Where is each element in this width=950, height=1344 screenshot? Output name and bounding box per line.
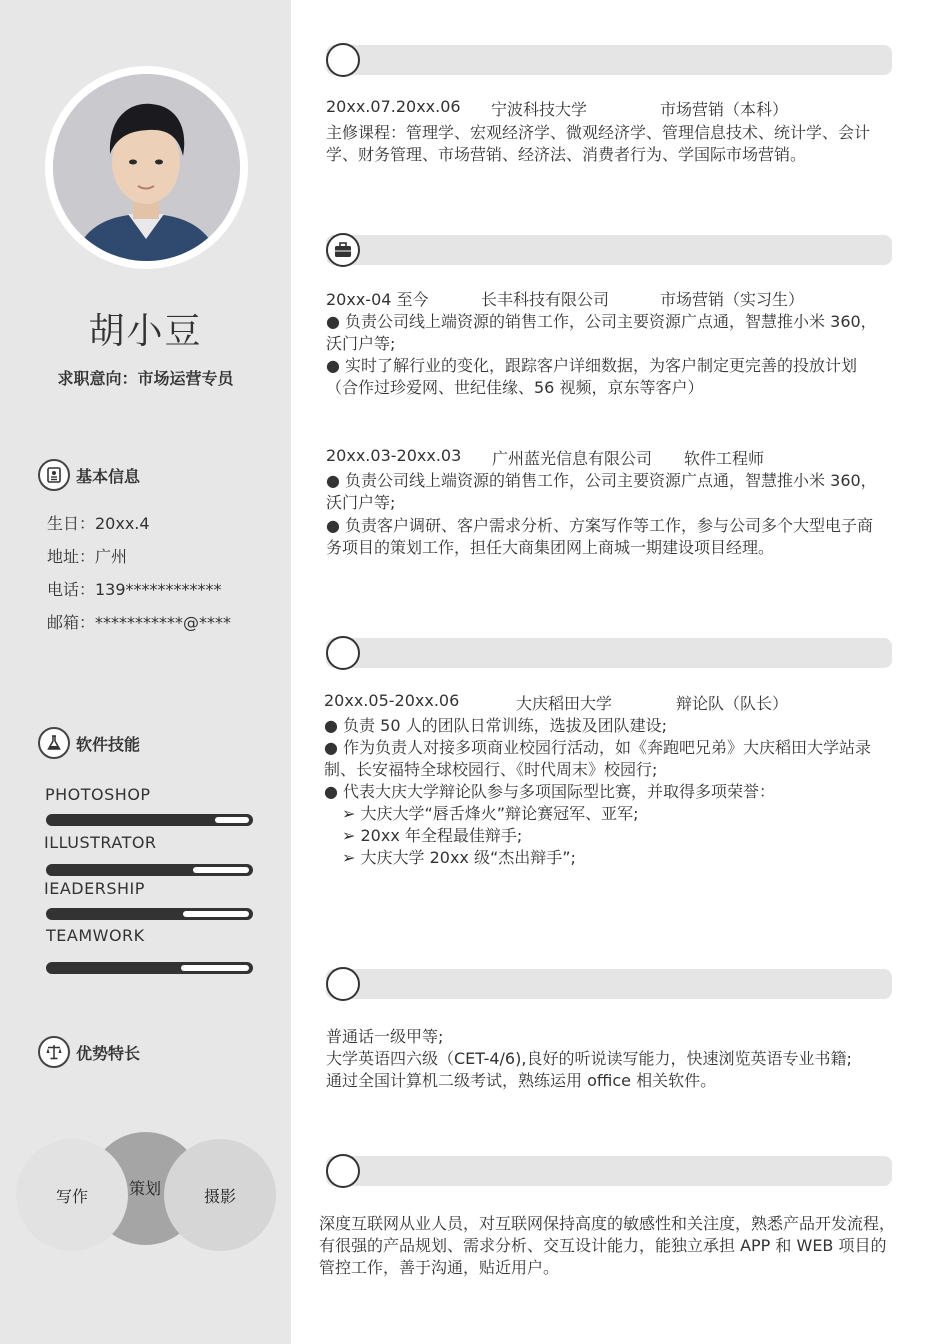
campus-line: ➢ 20xx 年全程最佳辩手; [342, 826, 523, 845]
campus-line: ● 代表大庆大学辩论队参与多项国际型比赛，并取得多项荣誉： [324, 782, 776, 801]
section-marker [326, 1154, 360, 1188]
self-eval-line: 有很强的产品规划、需求分析、交互设计能力，能独立承担 APP 和 WEB 项目的 [319, 1236, 887, 1255]
job-role: 软件工程师 [684, 449, 765, 468]
info-birthday: 生日：20xx.4 [47, 514, 150, 533]
campus-line: ➢ 大庆大学 20xx 级“杰出辩手”; [342, 848, 576, 867]
strength-circle [164, 1139, 276, 1251]
info-phone: 电话：139************ [47, 580, 222, 599]
job-date: 20xx.03-20xx.03 [326, 446, 462, 465]
self-eval-bar [326, 1156, 892, 1186]
info-email: 邮箱：***********@**** [47, 613, 232, 632]
strengths-title: 优势特长 [76, 1043, 141, 1063]
skill-bar [46, 962, 253, 974]
sidebar [0, 0, 291, 1344]
skill-name: PHOTOSHOP [45, 785, 151, 804]
job-line: ● 负责客户调研、客户需求分析、方案写作等工作，参与公司多个大型电子商 [326, 516, 874, 535]
self-eval-line: 管控工作，善于沟通，贴近用户。 [319, 1258, 560, 1277]
scale-icon [38, 1036, 70, 1068]
basic-info-header [38, 459, 140, 491]
certificate-line: 大学英语四六级（CET-4/6),良好的听说读写能力，快速浏览英语专业书籍; [326, 1049, 852, 1068]
job-line: ● 负责公司线上端资源的销售工作，公司主要资源广点通，智慧推小米 360， [326, 471, 877, 490]
education-line: 主修课程：管理学、宏观经济学、微观经济学、管理信息技术、统计学、会计 [326, 123, 871, 142]
job-company: 广州蓝光信息有限公司 [492, 449, 653, 468]
skill-bar [46, 864, 253, 876]
skill-name: IEADERSHIP [44, 879, 145, 898]
education-school: 宁波科技大学 [491, 100, 588, 119]
section-marker [326, 636, 360, 670]
strength-label: 策划 [128, 1178, 161, 1198]
section-marker [326, 43, 360, 77]
strength-label: 摄影 [203, 1186, 236, 1206]
self-eval-line: 深度互联网从业人员，对互联网保持高度的敏感性和关注度，熟悉产品开发流程， [319, 1214, 896, 1233]
campus-role: 辩论队（队长） [676, 694, 789, 713]
certificates-bar [326, 969, 892, 999]
section-marker [326, 967, 360, 1001]
skill-name: TEAMWORK [46, 926, 145, 945]
strength-label: 写作 [55, 1186, 88, 1206]
work-bar [326, 235, 892, 265]
campus-school: 大庆稻田大学 [516, 694, 613, 713]
id-card-icon [38, 459, 70, 491]
campus-line: ● 负责 50 人的团队日常训练，选拔及团队建设; [324, 716, 667, 735]
job-line: 务项目的策划工作，担任大商集团网上商城一期建设项目经理。 [326, 538, 775, 557]
job-company: 长丰科技有限公司 [481, 290, 610, 309]
education-major: 市场营销（本科） [660, 100, 789, 119]
skills-header [38, 727, 140, 759]
briefcase-icon [333, 241, 353, 259]
campus-date: 20xx.05-20xx.06 [324, 691, 460, 710]
flask-icon [38, 727, 70, 759]
basic-info-title: 基本信息 [76, 466, 141, 486]
job-line: 沃门户等; [326, 493, 396, 512]
campus-line: 制、长安福特全球校园行、《时代周末》校园行; [324, 760, 658, 779]
campus-line: ➢ 大庆大学“唇舌烽火”辩论赛冠军、亚军; [342, 804, 639, 823]
skill-bar [46, 814, 253, 826]
campus-line: ● 作为负责人对接多项商业校园行活动，如《奔跑吧兄弟》大庆稻田大学站录 [324, 738, 872, 757]
avatar-photo [53, 74, 240, 261]
education-line: 学、财务管理、市场营销、经济法、消费者行为、学国际市场营销。 [326, 145, 807, 164]
job-line: 沃门户等; [326, 334, 396, 353]
job-line: ● 实时了解行业的变化，跟踪客户详细数据，为客户制定更完善的投放计划 [326, 356, 858, 375]
education-bar [326, 45, 892, 75]
strengths-header [38, 1036, 140, 1068]
skills-title: 软件技能 [76, 734, 141, 754]
certificate-line: 通过全国计算机二级考试，熟练运用 office 相关软件。 [326, 1071, 717, 1090]
job-line: （合作过珍爱网、世纪佳缘、56 视频，京东等客户） [326, 378, 704, 397]
job-intent: 求职意向：市场运营专员 [57, 369, 234, 388]
strength-circle-label [118, 1170, 172, 1204]
job-role: 市场营销（实习生） [660, 290, 805, 309]
avatar [53, 74, 240, 261]
skill-bar [46, 908, 253, 920]
strength-circle [16, 1139, 128, 1251]
profile-name: 胡小豆 [88, 311, 203, 352]
certificate-line: 普通话一级甲等; [326, 1027, 444, 1046]
campus-bar [326, 638, 892, 668]
education-date: 20xx.07.20xx.06 [326, 97, 461, 116]
skill-name: ILLUSTRATOR [44, 833, 157, 852]
avatar-ring [45, 66, 248, 269]
section-marker [326, 233, 360, 267]
job-line: ● 负责公司线上端资源的销售工作，公司主要资源广点通，智慧推小米 360， [326, 312, 877, 331]
info-address: 地址：广州 [47, 547, 128, 566]
job-date: 20xx-04 至今 [326, 290, 429, 309]
